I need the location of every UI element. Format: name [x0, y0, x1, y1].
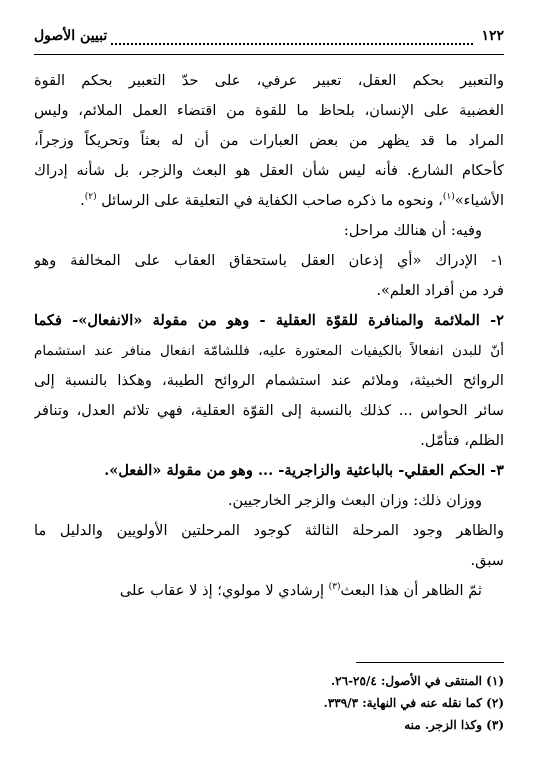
text-line: الظلم، فتأمّل. [420, 432, 504, 449]
text-line: سائر الحواس ... كذلك بالنسبة إلى القوّة العقلية، فهي تلائم العدل، وتنافر [34, 402, 504, 419]
text-line: والظاهر وجود المرحلة الثالثة كوجود المرحلتين الأولويين والدليل ما [34, 522, 504, 539]
text-line: فرد من أفراد العلم». [376, 282, 504, 299]
text-line: الروائح الخبيثة، وملائم عند استشمام الروائح الطيبة، وهكذا بالنسبة إلى [34, 372, 504, 389]
footnote-ref: (١) [442, 192, 455, 203]
footnote-ref: (٣) [328, 582, 341, 593]
text-line: ٢- الملائمة والمنافرة للقوّة العقلية - وهو من مقولة «الانفعال»- فكما [34, 312, 504, 329]
text-fragment: ثمّ الظاهر أن هذا البعث [340, 582, 482, 599]
text-line: سبق. [470, 552, 504, 569]
text-line: ١- الإدراك «أي إذعان العقل باستحقاق العقاب على المخالفة وهو [34, 252, 504, 269]
text-fragment: الأشياء» [454, 192, 504, 209]
footnote-ref: (٢) [84, 192, 97, 203]
text-line-with-footnote [34, 576, 504, 606]
footnote-separator [356, 662, 504, 663]
running-title: تبيين الأصول [34, 28, 108, 44]
text-fragment: إرشادي لا مولوي؛ إذ لا عقاب على [119, 582, 325, 599]
header-dotted-leader [111, 43, 473, 45]
footnote: (٢) كما نقله عنه في النهاية: ٣٣٩/٣. [323, 696, 504, 710]
text-fragment: ، ونحوه ما ذكره صاحب الكفاية في التعليقة على الرسائل [101, 192, 443, 209]
page-number: ١٢٢ [481, 28, 504, 44]
text-line: ٣- الحكم العقلي- بالباعثية والزاجرية- ... وهو من مقولة «الفعل». [104, 462, 504, 479]
page-header [34, 28, 504, 52]
text-line: أنّ للبدن انفعالاً بالكيفيات المعتورة عليه، فللشامّة انفعال منافر عند استشمام [34, 343, 504, 359]
text-line: والتعبير بحكم العقل، تعبير عرفي، على حدّ التعبير بحكم القوة [34, 72, 504, 89]
text-line: ووزان ذلك: وزان البعث والزجر الخارجيين. [227, 492, 482, 509]
header-rule [34, 54, 504, 55]
text-line: الغضبية على الإنسان، بلحاظ ما للقوة من اقتضاء العمل الملائم، وليس [34, 102, 504, 119]
text-line: المراد ما قد يظهر من بعض العبارات من أن له بعثاً وتحريكاً وزجراً، [34, 132, 504, 149]
text-line: كأحكام الشارع. فأنه ليس شأن العقل هو البعث والزجر، بل شأنه إدراك [34, 162, 504, 179]
footnote: (١) المنتقى في الأصول: ٢٥/٤-٢٦. [330, 674, 504, 688]
footnote: (٣) وكذا الزجر. منه [404, 718, 504, 732]
text-line-with-footnotes: الأشياء»$^{(١)}$، ونحوه ما ذكره صاحب الكفاية في التعليقة على الرسائل $^{(٢)}$. [80, 192, 504, 209]
text-line: وفيه: أن هنالك مراحل: [343, 222, 482, 239]
